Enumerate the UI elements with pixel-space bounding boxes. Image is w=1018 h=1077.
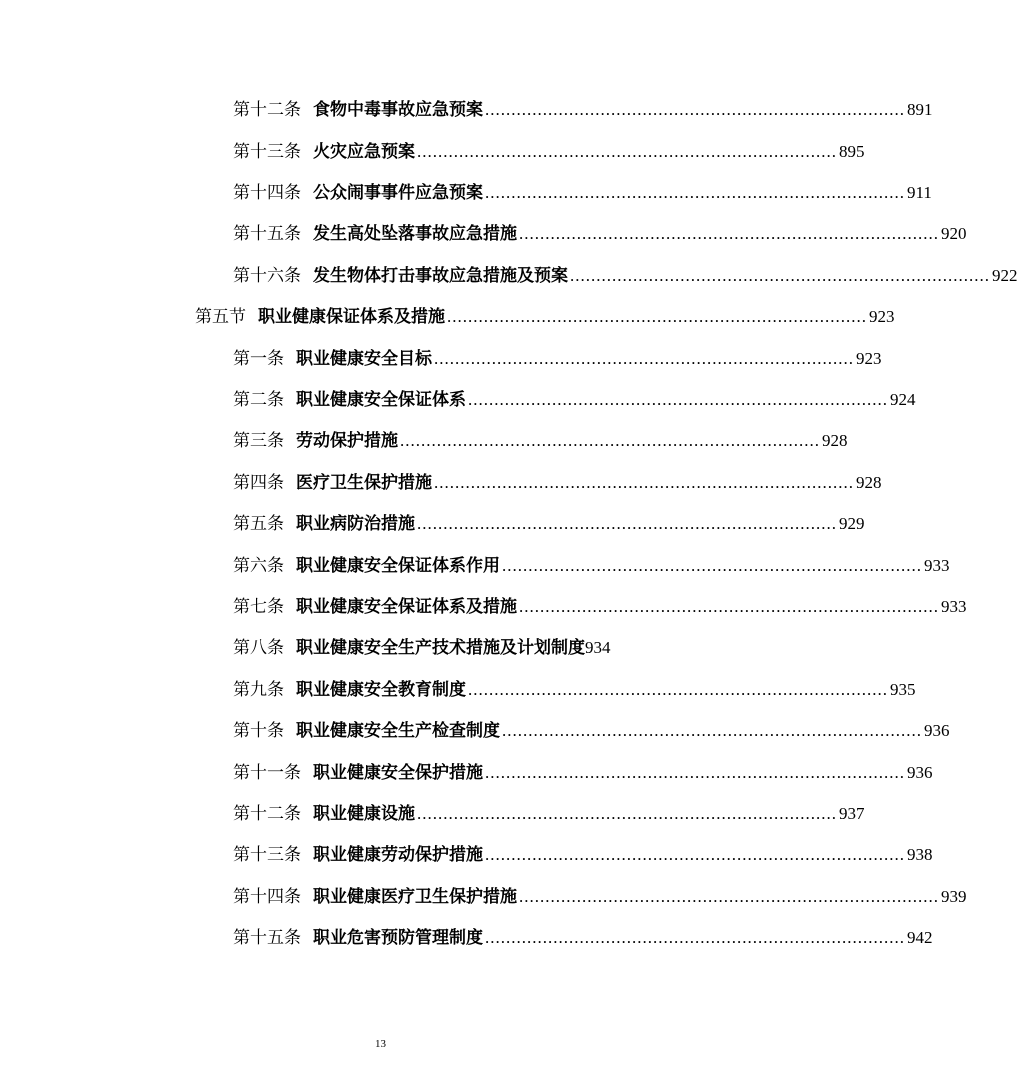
toc-entry[interactable]	[233, 137, 865, 167]
dot-leader: ................................................................................	[570, 266, 990, 285]
entry-page: 937	[839, 804, 865, 823]
dot-leader: ................................................................................	[502, 556, 922, 575]
entry-title: 职业健康安全保护措施	[313, 763, 483, 783]
toc-entry[interactable]	[233, 633, 640, 663]
entry-page: 935	[890, 680, 916, 699]
dot-leader: ................................................................................	[485, 763, 905, 782]
dot-leader: ................................................................................	[434, 349, 854, 368]
entry-number: 第十六条	[233, 266, 301, 286]
toc-entry[interactable]	[233, 758, 933, 788]
section-page: 923	[869, 307, 895, 326]
toc-entry[interactable]	[233, 840, 933, 870]
entry-page: 942	[907, 928, 933, 947]
entry-title: 职业健康医疗卫生保护措施	[313, 887, 517, 907]
dot-leader: ................................................................................	[519, 887, 939, 906]
toc-entry[interactable]	[233, 344, 882, 374]
toc-entry[interactable]	[233, 675, 916, 705]
entry-number: 第三条	[233, 431, 284, 451]
entry-number: 第五条	[233, 514, 284, 534]
entry-title: 食物中毒事故应急预案	[313, 100, 483, 120]
toc-entry[interactable]	[233, 551, 950, 581]
entry-page: 936	[907, 763, 933, 782]
entry-number: 第十条	[233, 721, 284, 741]
entry-page: 922	[992, 266, 1018, 285]
entry-page: 936	[924, 721, 950, 740]
entry-title: 职业健康劳动保护措施	[313, 845, 483, 865]
dot-leader: ................................................................................	[417, 514, 837, 533]
entry-number: 第八条	[233, 638, 284, 658]
dot-leader: ................................................................................	[417, 804, 837, 823]
entry-page: 939	[941, 887, 967, 906]
dot-leader: ................................................................................	[400, 431, 820, 450]
dot-leader: ................................................................................	[434, 473, 854, 492]
section-number: 第五节	[195, 307, 246, 327]
toc-entry[interactable]	[233, 178, 932, 208]
entry-title: 职业健康安全生产检查制度	[296, 721, 500, 741]
toc-entry[interactable]	[233, 509, 865, 539]
entry-page: 929	[839, 514, 865, 533]
toc-entry[interactable]	[233, 882, 967, 912]
entry-page: 923	[856, 349, 882, 368]
entry-number: 第十三条	[233, 845, 301, 865]
dot-leader: ................................................................................	[519, 224, 939, 243]
entry-number: 第十五条	[233, 928, 301, 948]
entry-number: 第十四条	[233, 887, 301, 907]
entry-title: 劳动保护措施	[296, 431, 398, 451]
toc-entry[interactable]	[233, 923, 933, 953]
entry-number: 第七条	[233, 597, 284, 617]
entry-page: 920	[941, 224, 967, 243]
toc-entry[interactable]	[233, 592, 967, 622]
entry-number: 第十二条	[233, 804, 301, 824]
dot-leader: ................................................................................	[485, 100, 905, 119]
dot-leader: ................................................................................	[468, 390, 888, 409]
entry-title: 职业危害预防管理制度	[313, 928, 483, 948]
entry-number: 第十一条	[233, 763, 301, 783]
page-number: 13	[375, 1038, 386, 1050]
dot-leader: ................................................................................	[447, 307, 867, 326]
entry-title: 职业健康安全保证体系及措施	[296, 597, 517, 617]
toc-entry[interactable]	[233, 219, 967, 249]
entry-page: 933	[941, 597, 967, 616]
toc-entry[interactable]	[233, 799, 865, 829]
entry-number: 第四条	[233, 473, 284, 493]
entry-title: 职业健康安全保证体系	[296, 390, 466, 410]
entry-number: 第二条	[233, 390, 284, 410]
entry-title: 职业健康安全教育制度	[296, 680, 466, 700]
entry-number: 第十五条	[233, 224, 301, 244]
toc-entry[interactable]	[233, 261, 1018, 291]
entry-title: 医疗卫生保护措施	[296, 473, 432, 493]
toc-entry[interactable]	[233, 426, 848, 456]
toc-entry[interactable]	[233, 95, 933, 125]
entry-title: 职业健康安全目标	[296, 349, 432, 369]
entry-page: 928	[822, 431, 848, 450]
dot-leader: ................................................................................	[485, 845, 905, 864]
entry-page: 924	[890, 390, 916, 409]
entry-number: 第十三条	[233, 142, 301, 162]
dot-leader: ................................................................................	[485, 928, 905, 947]
dot-leader: ................................................................................	[502, 721, 922, 740]
toc-entry[interactable]	[233, 716, 950, 746]
entry-page: 895	[839, 142, 865, 161]
entry-page: 891	[907, 100, 933, 119]
entry-page: 928	[856, 473, 882, 492]
entry-number: 第十四条	[233, 183, 301, 203]
entry-number: 第十二条	[233, 100, 301, 120]
entry-number: 第六条	[233, 556, 284, 576]
toc-entry[interactable]	[233, 468, 882, 498]
entry-title: 职业病防治措施	[296, 514, 415, 534]
section-title: 职业健康保证体系及措施	[258, 307, 445, 327]
entry-title: 发生高处坠落事故应急措施	[313, 224, 517, 244]
toc-section[interactable]	[195, 302, 895, 332]
entry-number: 第一条	[233, 349, 284, 369]
entry-title: 公众闹事事件应急预案	[313, 183, 483, 203]
entry-title: 职业健康安全保证体系作用	[296, 556, 500, 576]
entry-title: 火灾应急预案	[313, 142, 415, 162]
entry-page: 938	[907, 845, 933, 864]
entry-number: 第九条	[233, 680, 284, 700]
dot-leader: ................................................................................	[485, 183, 905, 202]
entry-page: 933	[924, 556, 950, 575]
dot-leader: ................................................................................	[519, 597, 939, 616]
entry-title: 职业健康安全生产技术措施及计划制度	[296, 638, 585, 658]
dot-leader: ................................................................................	[417, 142, 837, 161]
entry-title: 职业健康设施	[313, 804, 415, 824]
entry-page: 911	[907, 183, 932, 202]
dot-leader: ................................................................................	[468, 680, 888, 699]
entry-page: 934	[585, 638, 611, 657]
entry-title: 发生物体打击事故应急措施及预案	[313, 266, 568, 286]
toc-entry[interactable]	[233, 385, 916, 415]
